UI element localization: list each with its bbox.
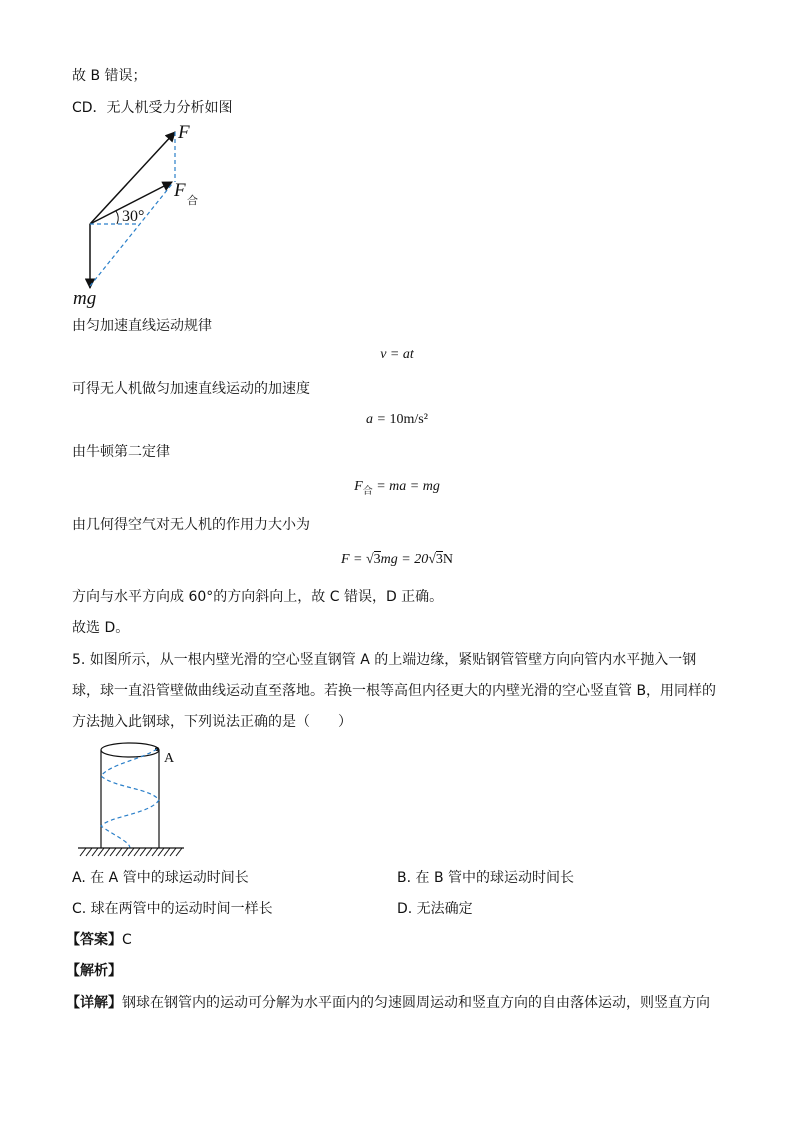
eq3-F: F xyxy=(354,479,363,494)
label-F: F xyxy=(178,122,190,143)
text-line-8: 故选 D。 xyxy=(72,620,130,636)
text-line-7: 方向与水平方向成 60°的方向斜向上，故 C 错误，D 正确。 xyxy=(72,589,444,605)
text-line-4: 可得无人机做匀加速直线运动的加速度 xyxy=(72,381,310,397)
option-d: D. 无法确定 xyxy=(397,901,473,917)
angle-label: 30° xyxy=(122,208,145,225)
equation-2 xyxy=(0,410,794,430)
analysis-tag: 【解析】 xyxy=(66,963,122,979)
option-a: A. 在 A 管中的球运动时间长 xyxy=(72,870,249,886)
sqrt-1: √3 xyxy=(365,552,381,567)
equation-3 xyxy=(0,477,794,502)
text-line-5: 由牛顿第二定律 xyxy=(72,444,170,460)
tube-diagram xyxy=(70,738,200,862)
eq4-mid: mg = 20 xyxy=(380,552,429,567)
eq2-lhs: a = xyxy=(366,412,390,427)
answer-tag: 【答案】 xyxy=(66,932,122,948)
text-line-2: CD．无人机受力分析如图 xyxy=(72,100,233,116)
sqrt-1-radicand: 3 xyxy=(373,552,381,567)
label-mg: mg xyxy=(73,288,97,308)
tube-top-ellipse xyxy=(101,743,159,757)
eq3-rest: = ma = mg xyxy=(372,479,440,494)
answer-value: C xyxy=(122,932,132,948)
option-b: B. 在 B 管中的球运动时间长 xyxy=(397,870,575,886)
question-line-2: 球，球一直沿管壁做曲线运动直至落地。若换一根等高但内径更大的内壁光滑的空心竖直管 B，用同样的 xyxy=(72,683,717,699)
text-line-3: 由匀加速直线运动规律 xyxy=(72,318,212,334)
label-Fhe: F xyxy=(174,180,186,201)
eq2-rhs: 10m/s² xyxy=(389,412,428,427)
force-diagram xyxy=(60,118,220,308)
answer-line xyxy=(66,930,132,950)
option-c: C. 球在两管中的运动时间一样长 xyxy=(72,901,273,917)
text-line-1: 故 B 错误； xyxy=(72,68,147,84)
detail-line xyxy=(66,993,710,1013)
detail-tag: 【详解】 xyxy=(66,995,122,1011)
equation-4 xyxy=(0,550,794,570)
dashed-diagonal xyxy=(90,184,172,286)
eq3-sub: 合 xyxy=(362,486,373,497)
eq4-unit: N xyxy=(442,552,454,567)
tube-label: A xyxy=(164,751,175,766)
text-line-6: 由几何得空气对无人机的作用力大小为 xyxy=(72,517,310,533)
question-line-3: 方法抛入此钢球，下列说法正确的是（ ） xyxy=(72,714,352,730)
ground-hatch xyxy=(80,848,182,856)
sqrt-2-radicand: 3 xyxy=(435,552,443,567)
label-Fhe-sub: 合 xyxy=(187,195,198,207)
ball-path xyxy=(101,749,159,848)
analysis-line xyxy=(66,961,122,981)
sqrt-2: √3 xyxy=(428,552,443,567)
angle-arc xyxy=(116,211,118,224)
detail-text: 钢球在钢管内的运动可分解为水平面内的匀速圆周运动和竖直方向的自由落体运动，则竖直方向 xyxy=(122,995,710,1011)
equation-1: v = at xyxy=(380,347,414,362)
eq4-lhs: F = xyxy=(340,552,366,567)
question-line-1: 5. 如图所示，从一根内壁光滑的空心竖直钢管 A 的上端边缘，紧贴钢管管壁方向向管内水平抛入一钢 xyxy=(72,652,697,668)
